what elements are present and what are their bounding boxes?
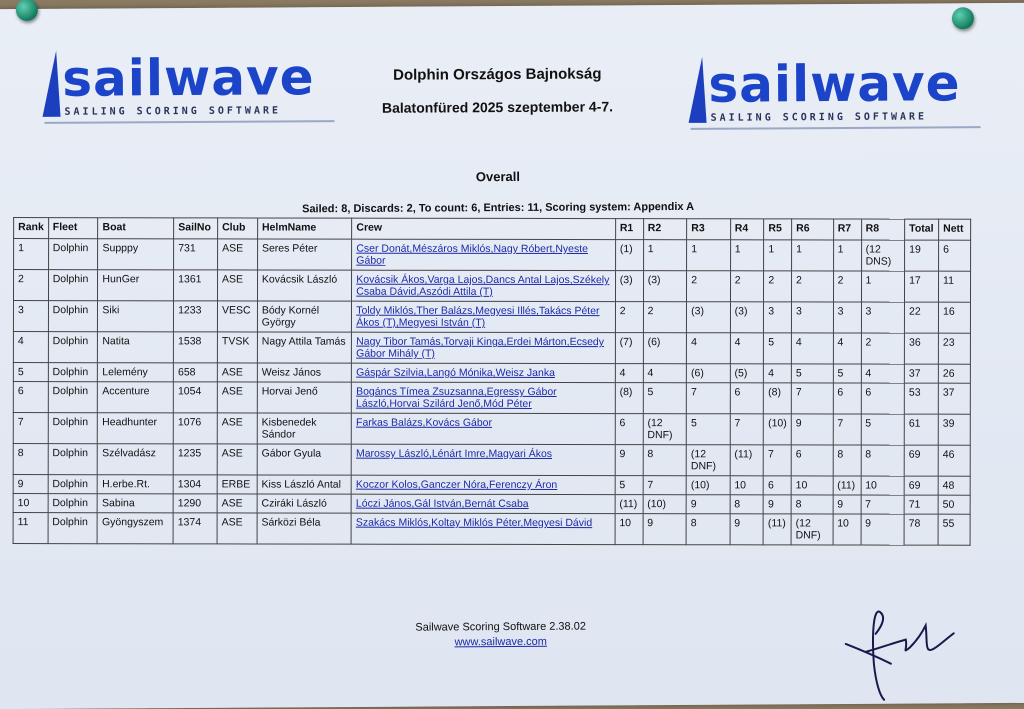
table-cell: (12 DNF) <box>791 514 833 545</box>
table-cell: 9 <box>861 514 905 545</box>
table-cell: 50 <box>938 495 970 514</box>
table-cell: TVSK <box>217 332 257 363</box>
table-cell: (12 DNF) <box>686 445 730 476</box>
table-cell: ERBE <box>217 475 257 494</box>
table-cell: 1 <box>687 240 731 271</box>
column-header: R4 <box>730 219 764 240</box>
table-cell: (12 DNS) <box>861 240 905 271</box>
table-cell: (3) <box>615 271 643 302</box>
table-cell: 10 <box>13 494 48 513</box>
table-cell: 6 <box>730 383 764 414</box>
table-cell: H.erbe.Rt. <box>98 475 174 494</box>
table-cell: 658 <box>173 363 217 382</box>
column-header: Fleet <box>48 218 98 239</box>
table-row <box>13 363 970 384</box>
table-cell: 39 <box>938 414 970 445</box>
table-cell: 5 <box>764 333 792 364</box>
table-cell: 9 <box>791 414 833 445</box>
table-cell: 4 <box>643 364 687 383</box>
table-cell: (1) <box>615 240 643 271</box>
table-cell: 4 <box>687 333 731 364</box>
table-cell: (10) <box>643 495 687 514</box>
table-cell: ASE <box>217 513 257 544</box>
table-cell: 5 <box>643 383 687 414</box>
table-cell: 46 <box>938 445 970 476</box>
table-cell: 22 <box>905 302 939 333</box>
table-cell: Kovácsik Ákos,Varga Lajos,Dancs Antal Lajos,Székely Csaba Dávid,Aszódi Attila (T) <box>352 270 616 301</box>
logo-underline <box>45 120 335 124</box>
table-row <box>14 239 971 272</box>
logo-underline <box>691 126 981 130</box>
table-cell: 1233 <box>174 301 218 332</box>
table-cell: 7 <box>791 383 833 414</box>
table-cell: 1361 <box>174 270 218 301</box>
table-cell: 4 <box>861 364 905 383</box>
table-cell: 1538 <box>173 332 217 363</box>
table-cell: 61 <box>904 414 938 445</box>
table-row <box>13 444 970 477</box>
table-cell: 4 <box>833 333 861 364</box>
table-cell: ASE <box>217 270 257 301</box>
table-cell: Dolphin <box>48 494 98 513</box>
table-cell: 23 <box>938 333 970 364</box>
table-cell: 55 <box>938 514 970 545</box>
table-cell: 1 <box>833 240 861 271</box>
results-sheet <box>0 3 1024 709</box>
table-cell: ASE <box>217 413 257 444</box>
table-cell: 8 <box>833 445 861 476</box>
table-cell: Accenture <box>98 382 174 413</box>
event-title: Dolphin Országos Bajnokság <box>393 65 602 84</box>
table-cell: 4 <box>730 333 764 364</box>
event-subtitle: Balatonfüred 2025 szeptember 4-7. <box>381 98 614 116</box>
table-cell: VESC <box>217 301 257 332</box>
table-cell: (7) <box>615 333 643 364</box>
table-cell: ASE <box>217 494 257 513</box>
table-cell: 71 <box>904 495 938 514</box>
table-cell: 5 <box>791 364 833 383</box>
table-cell: Gáspár Szilvia,Langó Mónika,Weisz Janka <box>352 363 616 382</box>
table-cell: 7 <box>13 413 48 444</box>
table-cell: 7 <box>730 414 764 445</box>
software-credit: Sailwave Scoring Software 2.38.02 <box>415 620 586 634</box>
table-cell: 36 <box>904 333 938 364</box>
table-cell: 6 <box>939 240 971 271</box>
table-cell: 3 <box>791 302 833 333</box>
table-cell: 26 <box>938 364 970 383</box>
table-row <box>13 270 970 303</box>
column-header: R1 <box>615 219 643 240</box>
table-cell: 9 <box>763 495 791 514</box>
table-cell: Dolphin <box>48 413 98 444</box>
table-cell: 1374 <box>173 513 217 544</box>
table-cell: 37 <box>904 364 938 383</box>
table-cell: 4 <box>764 364 792 383</box>
table-cell: 6 <box>861 383 905 414</box>
table-cell: 2 <box>833 271 861 302</box>
table-cell: Kovácsik László <box>257 270 351 301</box>
table-cell: Natita <box>98 332 174 363</box>
sailwave-link[interactable]: www.sailwave.com <box>454 635 547 649</box>
table-cell: Sárközi Béla <box>257 513 351 544</box>
table-cell: 8 <box>643 445 687 476</box>
table-cell: 9 <box>643 514 687 545</box>
table-cell: 8 <box>861 445 905 476</box>
table-cell: Cziráki László <box>257 494 351 513</box>
sailwave-logo-left <box>42 45 342 127</box>
table-cell: Dolphin <box>48 444 98 475</box>
table-cell: (11) <box>615 495 643 514</box>
table-cell: 2 <box>791 271 833 302</box>
table-cell: 4 <box>615 364 643 383</box>
table-cell: Sabina <box>98 494 174 513</box>
table-cell: 8 <box>13 444 48 475</box>
results-table <box>13 217 972 546</box>
table-cell: Dolphin <box>48 332 98 363</box>
table-cell: Dolphin <box>48 363 98 382</box>
table-cell: (11) <box>730 445 764 476</box>
table-cell: Kiss László Antal <box>257 475 351 494</box>
table-cell: (12 DNF) <box>643 414 687 445</box>
table-cell: Gyöngyszem <box>97 513 173 544</box>
table-cell: HunGer <box>98 270 174 301</box>
table-cell: (11) <box>763 514 791 545</box>
table-cell: 10 <box>791 476 833 495</box>
table-cell: Kisbenedek Sándor <box>257 413 351 444</box>
table-cell: 8 <box>791 495 833 514</box>
table-cell: 1 <box>730 240 764 271</box>
table-cell: 8 <box>686 514 730 545</box>
table-cell: 731 <box>174 239 218 270</box>
logo-wordmark: sailwave <box>708 54 961 114</box>
table-cell: 3 <box>861 302 905 333</box>
table-cell: Lóczi János,Gál István,Bernát Csaba <box>351 494 615 513</box>
table-row <box>13 513 970 546</box>
table-cell: 19 <box>905 240 939 271</box>
table-cell: (6) <box>643 333 687 364</box>
column-header: R8 <box>861 219 905 240</box>
table-cell: 5 <box>833 364 861 383</box>
table-cell: 1 <box>861 271 905 302</box>
table-cell: (3) <box>643 271 687 302</box>
table-cell: 1 <box>643 240 687 271</box>
table-cell: 11 <box>939 271 971 302</box>
table-row <box>13 382 970 415</box>
table-cell: 9 <box>13 475 48 494</box>
column-header: HelmName <box>257 218 351 239</box>
table-cell: 78 <box>904 514 938 545</box>
table-cell: 6 <box>791 445 833 476</box>
column-header: Club <box>218 218 258 239</box>
pushpin-icon <box>16 0 38 21</box>
table-cell: 1 <box>764 240 792 271</box>
table-cell: Toldy Miklós,Ther Balázs,Megyesi Illés,Takács Péter Ákos (T),Megyesi István (T) <box>352 301 616 332</box>
table-cell: 2 <box>764 271 792 302</box>
table-cell: Bódy Kornél György <box>257 301 351 332</box>
pushpin-icon <box>952 7 974 29</box>
table-cell: Szakács Miklós,Koltay Miklós Péter,Megyesi Dávid <box>351 513 615 544</box>
table-cell: (8) <box>615 383 643 414</box>
table-cell: 5 <box>13 363 48 382</box>
logo-wordmark: sailwave <box>62 48 315 108</box>
table-cell: Nagy Attila Tamás <box>257 332 351 363</box>
table-cell: (8) <box>764 383 792 414</box>
table-cell: ASE <box>217 444 257 475</box>
table-cell: Dolphin <box>48 382 98 413</box>
table-cell: Dolphin <box>48 513 98 544</box>
table-cell: 53 <box>904 383 938 414</box>
logo-tagline: SAILING SCORING SOFTWARE <box>64 105 282 118</box>
table-cell: 2 <box>615 302 643 333</box>
table-cell: Supppy <box>98 239 174 270</box>
table-cell: 69 <box>904 445 938 476</box>
logo-tagline: SAILING SCORING SOFTWARE <box>710 111 928 124</box>
table-cell: 3 <box>13 301 48 332</box>
table-cell: Bogáncs Tímea Zsuzsanna,Egressy Gábor László,Horvai Szilárd Jenő,Mód Péter <box>352 382 616 413</box>
table-cell: Dolphin <box>48 475 98 494</box>
table-cell: 1 <box>792 240 834 271</box>
table-cell: ASE <box>218 239 258 270</box>
table-row <box>13 413 970 446</box>
column-header: Crew <box>352 218 616 239</box>
table-header-row <box>14 218 971 241</box>
table-cell: 2 <box>687 271 731 302</box>
table-cell: 9 <box>615 445 643 476</box>
table-row <box>13 475 970 496</box>
table-cell: 2 <box>861 333 905 364</box>
table-cell: 37 <box>938 383 970 414</box>
table-cell: 6 <box>13 382 48 413</box>
sail-icon <box>688 57 706 123</box>
table-cell: (10) <box>764 414 792 445</box>
table-cell: Horvai Jenő <box>257 382 351 413</box>
signature <box>836 603 967 704</box>
table-cell: 17 <box>905 271 939 302</box>
table-cell: 69 <box>904 476 938 495</box>
table-cell: 2 <box>643 302 687 333</box>
table-cell: Szélvadász <box>98 444 174 475</box>
table-cell: 10 <box>833 514 861 545</box>
table-cell: 1304 <box>173 475 217 494</box>
table-cell: Lelemény <box>98 363 174 382</box>
table-cell: 10 <box>730 476 764 495</box>
table-cell: 5 <box>615 476 643 495</box>
table-cell: 7 <box>764 445 792 476</box>
table-cell: (6) <box>687 364 731 383</box>
column-header: R7 <box>833 219 861 240</box>
table-cell: ASE <box>217 382 257 413</box>
table-cell: 1054 <box>173 382 217 413</box>
table-cell: 10 <box>615 514 643 545</box>
table-cell: (10) <box>686 476 730 495</box>
table-cell: (11) <box>833 476 861 495</box>
section-heading: Overall <box>475 168 520 185</box>
table-cell: 10 <box>861 476 905 495</box>
table-cell: 7 <box>686 383 730 414</box>
table-cell: Seres Péter <box>257 239 351 270</box>
table-cell: 1 <box>14 239 49 270</box>
table-cell: 48 <box>938 476 970 495</box>
table-cell: Siki <box>98 301 174 332</box>
table-cell: 3 <box>833 302 861 333</box>
table-cell: Weisz János <box>257 363 351 382</box>
table-cell: Koczor Kolos,Ganczer Nóra,Ferenczy Áron <box>351 475 615 494</box>
table-cell: 6 <box>615 414 643 445</box>
table-row <box>13 301 970 334</box>
scoring-summary: Sailed: 8, Discards: 2, To count: 6, Entries: 11, Scoring system: Appendix A <box>302 200 695 216</box>
sail-icon <box>42 51 60 117</box>
table-cell: 1235 <box>173 444 217 475</box>
table-cell: (3) <box>730 302 764 333</box>
table-cell: 4 <box>791 333 833 364</box>
table-cell: 6 <box>833 383 861 414</box>
table-cell: 9 <box>730 514 764 545</box>
table-cell: 4 <box>13 332 48 363</box>
column-header: Rank <box>14 218 49 239</box>
table-cell: 5 <box>686 414 730 445</box>
table-cell: Headhunter <box>98 413 174 444</box>
column-header: Nett <box>939 219 971 240</box>
table-cell: 6 <box>763 476 791 495</box>
table-cell: (3) <box>687 302 731 333</box>
table-cell: Dolphin <box>48 301 98 332</box>
table-cell: Farkas Balázs,Kovács Gábor <box>351 413 615 444</box>
table-cell: 7 <box>833 414 861 445</box>
column-header: R6 <box>792 219 834 240</box>
sailwave-logo-right <box>688 51 988 133</box>
table-cell: 1290 <box>173 494 217 513</box>
footer <box>376 619 626 651</box>
table-cell: Dolphin <box>48 239 98 270</box>
table-cell: 11 <box>13 513 48 544</box>
table-cell: 9 <box>833 495 861 514</box>
table-cell: 9 <box>686 495 730 514</box>
table-row <box>13 332 970 365</box>
table-cell: 5 <box>861 414 905 445</box>
table-cell: 7 <box>861 495 905 514</box>
table-cell: 8 <box>730 495 764 514</box>
table-cell: 7 <box>643 476 687 495</box>
table-cell: ASE <box>217 363 257 382</box>
table-cell: 2 <box>13 270 48 301</box>
table-cell: Cser Donát,Mészáros Miklós,Nagy Róbert,Nyeste Gábor <box>352 239 616 270</box>
table-cell: (5) <box>730 364 764 383</box>
column-header: R2 <box>643 219 687 240</box>
table-cell: 1076 <box>173 413 217 444</box>
column-header: Boat <box>98 218 174 239</box>
column-header: Total <box>905 219 939 240</box>
column-header: SailNo <box>174 218 218 239</box>
table-cell: 16 <box>938 302 970 333</box>
table-cell: Marossy László,Lénárt Imre,Magyari Ákos <box>351 444 615 475</box>
table-cell: Gábor Gyula <box>257 444 351 475</box>
table-cell: Dolphin <box>48 270 98 301</box>
table-cell: 3 <box>764 302 792 333</box>
table-cell: Nagy Tibor Tamás,Torvaji Kinga,Erdei Márton,Ecsedy Gábor Mihály (T) <box>352 332 616 363</box>
table-row <box>13 494 970 515</box>
column-header: R5 <box>764 219 792 240</box>
column-header: R3 <box>687 219 731 240</box>
table-cell: 2 <box>730 271 764 302</box>
